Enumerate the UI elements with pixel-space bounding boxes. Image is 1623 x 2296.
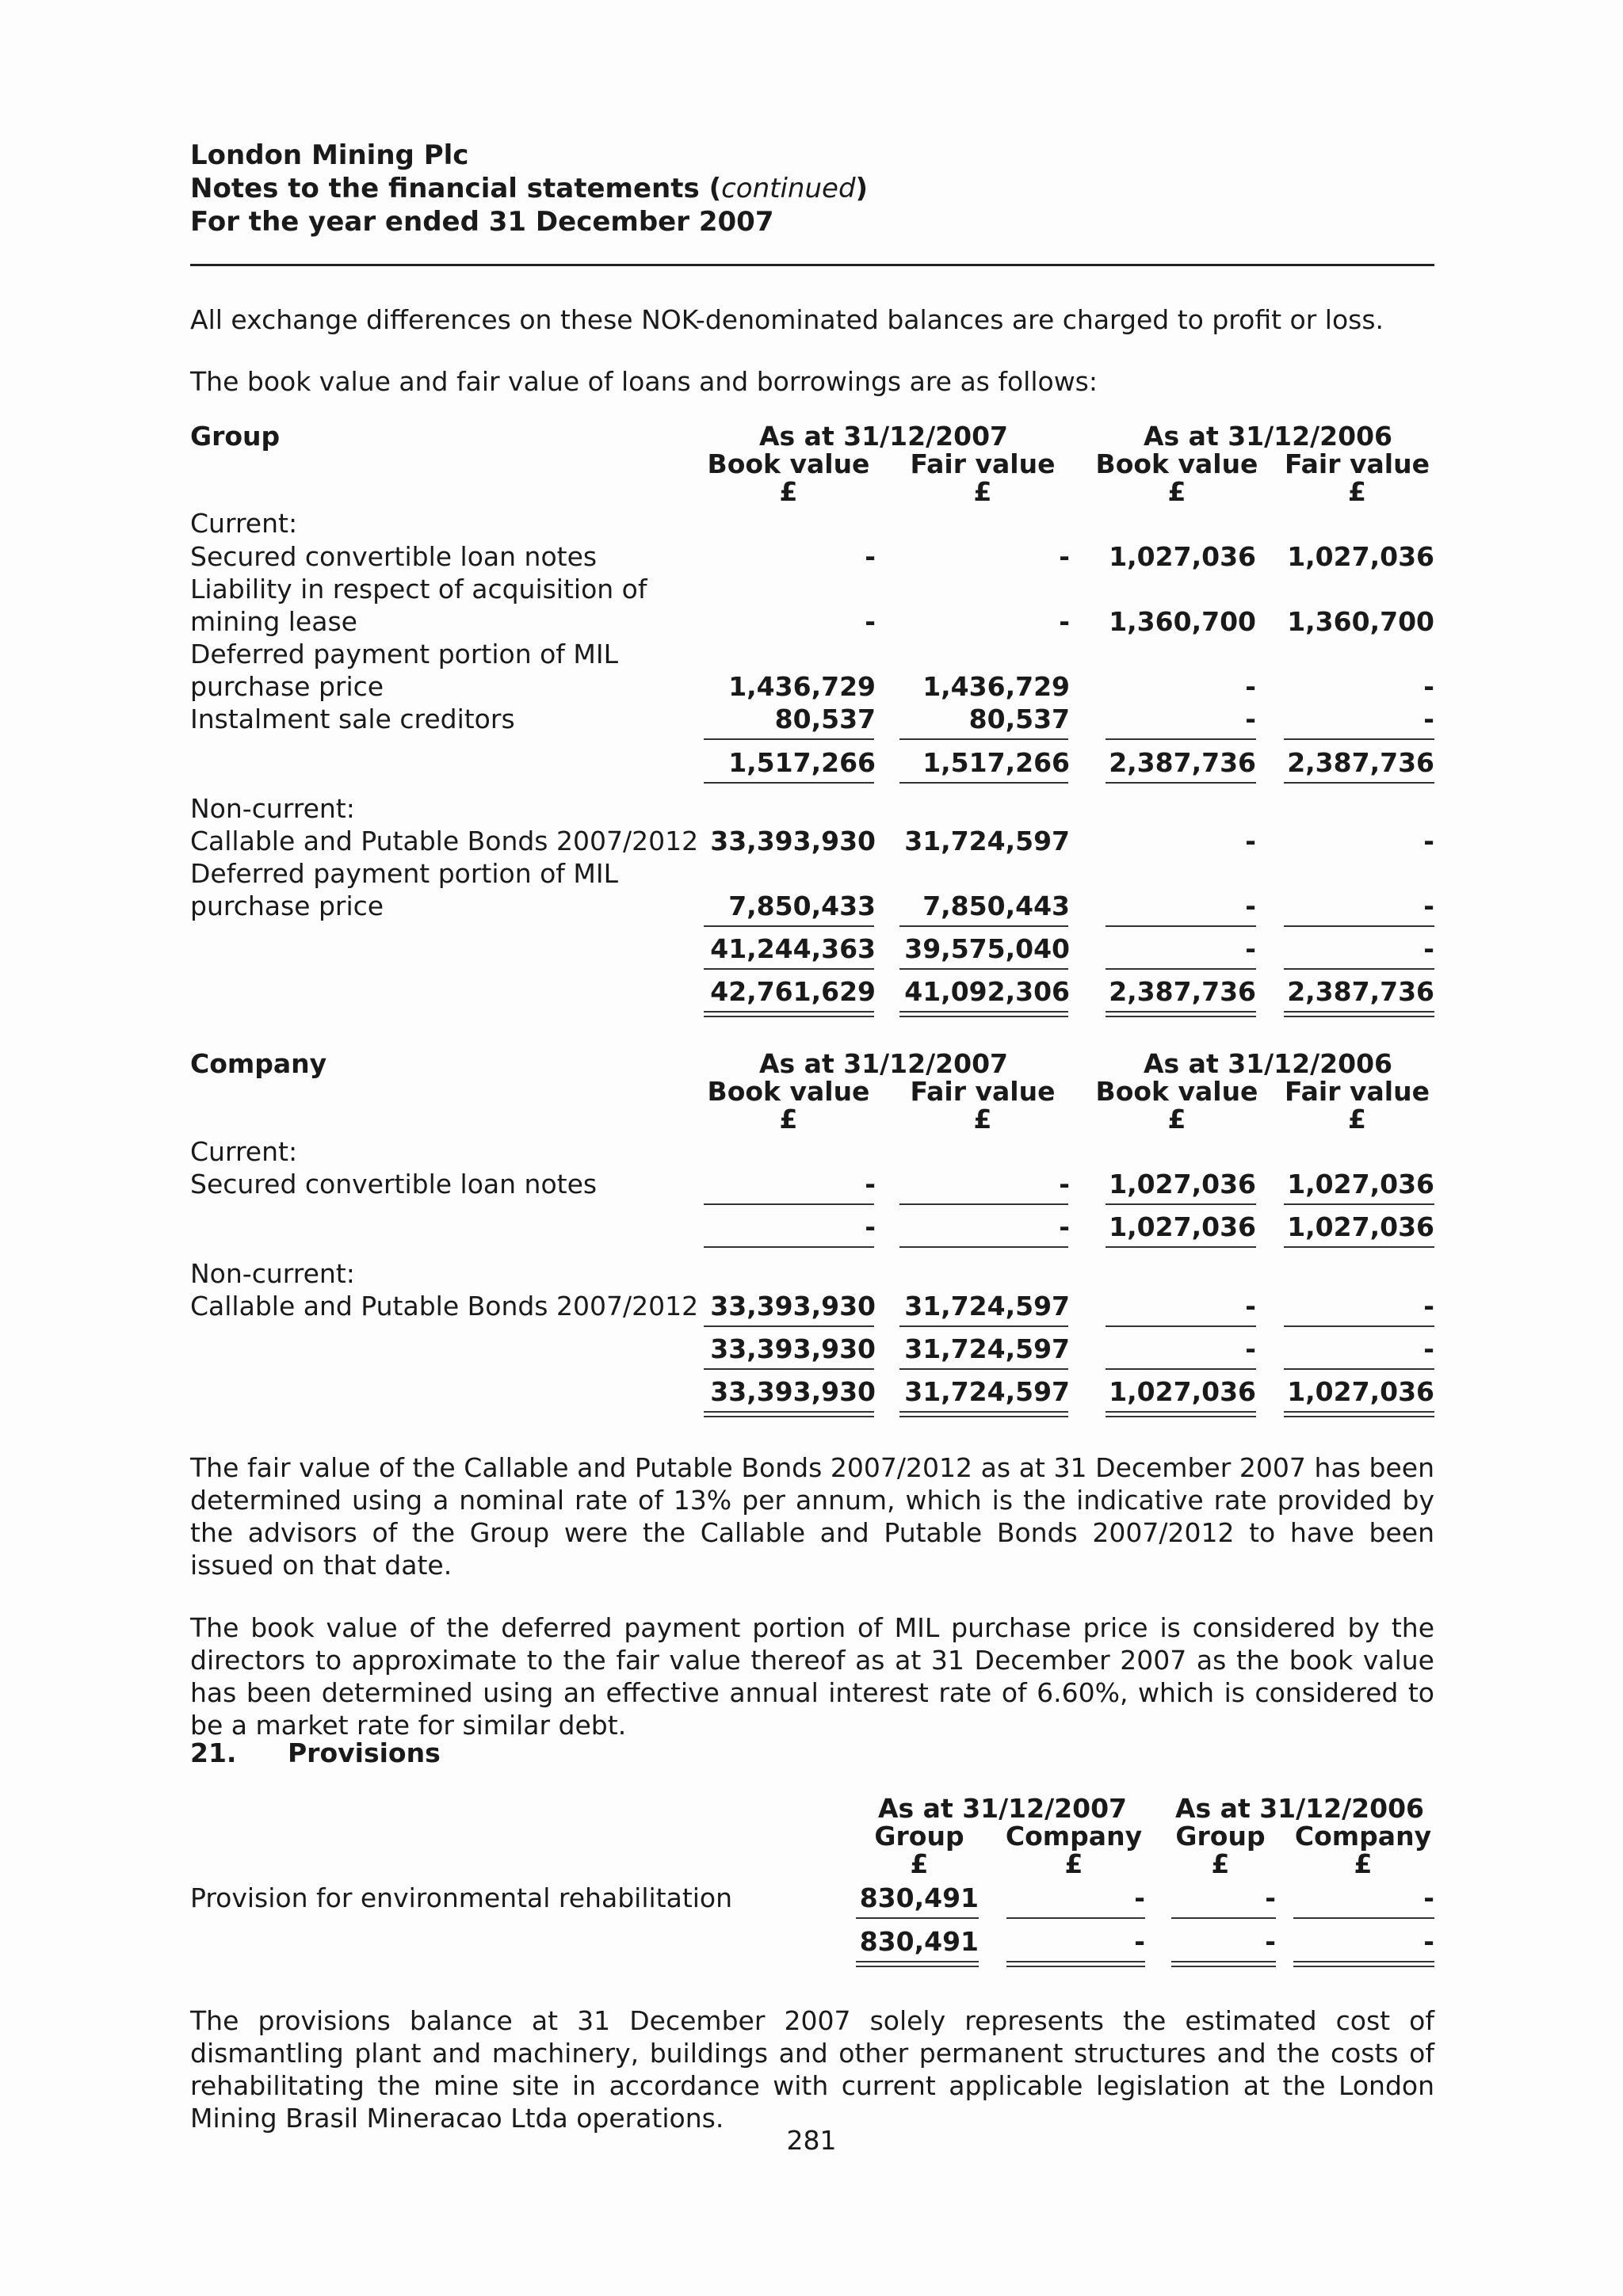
- fair-value-paragraph: The fair value of the Callable and Putable Bonds 2007/2012 as at 31 December 2007 has been determined using a nominal rate of 13% per annum, which is the indicative rate provided by the advisors of the Group were the Callable and Putable Bonds 2007/2012 to have been issued on that date.: [190, 1452, 1434, 1581]
- rule: [704, 925, 874, 927]
- group-value: -: [1059, 541, 1070, 572]
- rule: [1006, 1961, 1145, 1962]
- company-grand-total: 31,724,597: [904, 1376, 1070, 1407]
- rule: [1284, 738, 1434, 740]
- group-value: -: [1423, 826, 1434, 856]
- company-period-2007: As at 31/12/2007: [759, 1048, 1008, 1079]
- group-grand-total: 2,387,736: [1109, 976, 1256, 1007]
- prov-total: -: [1265, 1926, 1276, 1957]
- company-noncurrent-total: 31,724,597: [904, 1333, 1070, 1364]
- group-row-label-cont: purchase price: [190, 671, 384, 702]
- prov-currency-3: £: [1211, 1848, 1230, 1879]
- rule: [899, 1368, 1068, 1370]
- rule: [856, 1961, 979, 1962]
- notes-continued: continued: [721, 173, 856, 204]
- company-noncurrent-label: Non-current:: [190, 1258, 355, 1289]
- group-currency-2: £: [973, 476, 992, 507]
- rule: [899, 738, 1068, 740]
- rule: [1106, 1246, 1256, 1248]
- group-value: -: [1245, 704, 1256, 734]
- group-value: 1,436,729: [922, 671, 1070, 702]
- company-period-2006: As at 31/12/2006: [1144, 1048, 1392, 1079]
- group-current-total: 2,387,736: [1287, 747, 1434, 778]
- company-col-fair-2007: Fair value: [910, 1076, 1056, 1107]
- group-value: -: [1059, 606, 1070, 637]
- rule: [1284, 1011, 1434, 1013]
- section-title: Provisions: [288, 1737, 441, 1768]
- company-currency-2: £: [973, 1104, 992, 1135]
- prov-col-group-2006: Group: [1175, 1821, 1266, 1852]
- group-value: -: [1245, 891, 1256, 921]
- rule: [1106, 1411, 1256, 1413]
- company-grand-total: 1,027,036: [1109, 1376, 1256, 1407]
- company-noncurrent-total: 33,393,930: [710, 1333, 876, 1364]
- rule: [1106, 925, 1256, 927]
- group-value: -: [1245, 826, 1256, 856]
- company-value: 31,724,597: [904, 1291, 1070, 1322]
- group-value: 1,360,700: [1287, 606, 1434, 637]
- rule: [1106, 1011, 1256, 1013]
- group-noncurrent-total: -: [1245, 933, 1256, 964]
- company-col-book-2007: Book value: [707, 1076, 870, 1107]
- company-current-total: 1,027,036: [1109, 1211, 1256, 1242]
- book-value-paragraph: The book value of the deferred payment portion of MIL purchase price is considered by the directors to approximate to the fair value thereof as at 31 December 2007 as the book value has been determined using an effective annual interest rate of 6.60%, which is considered to be a market rate for similar debt.: [190, 1612, 1434, 1741]
- header-divider: [190, 264, 1434, 266]
- rule: [856, 1966, 979, 1967]
- group-current-total: 1,517,266: [922, 747, 1070, 778]
- group-value: 1,360,700: [1109, 606, 1256, 637]
- rule: [704, 782, 874, 784]
- rule: [1106, 1203, 1256, 1205]
- company-current-total: -: [865, 1211, 876, 1242]
- group-value: 1,436,729: [728, 671, 876, 702]
- rule: [899, 1011, 1068, 1013]
- rule: [1171, 1917, 1276, 1919]
- company-current-total: 1,027,036: [1287, 1211, 1434, 1242]
- prov-value: 830,491: [859, 1882, 979, 1913]
- rule: [1284, 782, 1434, 784]
- page-number: 281: [786, 2125, 837, 2156]
- prov-col-company-2006: Company: [1294, 1821, 1432, 1852]
- group-value: 7,850,433: [728, 891, 876, 921]
- rule: [1293, 1966, 1434, 1967]
- rule: [704, 1203, 874, 1205]
- rule: [1106, 968, 1256, 970]
- group-current-total: 1,517,266: [728, 747, 876, 778]
- company-current-label: Current:: [190, 1136, 298, 1167]
- rule: [704, 1368, 874, 1370]
- group-value: 1,027,036: [1287, 541, 1434, 572]
- rule: [1284, 968, 1434, 970]
- company-title: Company: [190, 1048, 327, 1079]
- rule: [1284, 1325, 1434, 1327]
- group-noncurrent-total: -: [1423, 933, 1434, 964]
- rule: [899, 1203, 1068, 1205]
- prov-period-2006: As at 31/12/2006: [1175, 1793, 1424, 1824]
- rule: [704, 1411, 874, 1413]
- rule: [899, 782, 1068, 784]
- rule: [704, 1011, 874, 1013]
- rule: [899, 925, 1068, 927]
- group-currency-4: £: [1348, 476, 1366, 507]
- provisions-note: The provisions balance at 31 December 2007 solely represents the estimated cost of dismantling plant and machinery, buildings and other permanent structures and the costs of rehabilitating the mine site in accordance with current applicable legislation at the London Mining Brasil Mineracao Ltda operations.: [190, 2005, 1434, 2134]
- company-noncurrent-total: -: [1245, 1333, 1256, 1364]
- section-number: 21.: [190, 1737, 237, 1768]
- prov-total: -: [1423, 1926, 1434, 1957]
- company-value: -: [1059, 1169, 1070, 1199]
- rule: [1284, 1411, 1434, 1413]
- rule: [899, 1416, 1068, 1417]
- group-row-label: Secured convertible loan notes: [190, 541, 598, 572]
- company-value: 1,027,036: [1287, 1169, 1434, 1199]
- prov-currency-4: £: [1354, 1848, 1373, 1879]
- period-title: For the year ended 31 December 2007: [190, 206, 774, 238]
- group-row-label-cont: purchase price: [190, 891, 384, 921]
- rule: [899, 1246, 1068, 1248]
- company-col-fair-2006: Fair value: [1285, 1076, 1430, 1107]
- rule: [704, 1325, 874, 1327]
- rule: [1006, 1966, 1145, 1967]
- rule: [704, 1246, 874, 1248]
- group-value: 33,393,930: [710, 826, 876, 856]
- group-value: -: [865, 541, 876, 572]
- prov-row-label: Provision for environmental rehabilitation: [190, 1882, 733, 1913]
- prov-period-2007: As at 31/12/2007: [878, 1793, 1127, 1824]
- group-noncurrent-label: Non-current:: [190, 793, 355, 824]
- company-row-label: Callable and Putable Bonds 2007/2012: [190, 1291, 699, 1322]
- group-period-2006: As at 31/12/2006: [1144, 421, 1392, 452]
- company-value: -: [865, 1169, 876, 1199]
- intro-paragraph-2: The book value and fair value of loans and borrowings are as follows:: [190, 366, 1098, 397]
- prov-col-group-2007: Group: [874, 1821, 964, 1852]
- rule: [899, 1411, 1068, 1413]
- notes-prefix: Notes to the financial statements (: [190, 173, 722, 204]
- rule: [1006, 1917, 1145, 1919]
- rule: [899, 1016, 1068, 1017]
- rule: [704, 738, 874, 740]
- prov-total: -: [1134, 1926, 1145, 1957]
- group-period-2007: As at 31/12/2007: [759, 421, 1008, 452]
- rule: [1284, 1416, 1434, 1417]
- company-value: -: [1245, 1291, 1256, 1322]
- company-grand-total: 1,027,036: [1287, 1376, 1434, 1407]
- company-value: -: [1423, 1291, 1434, 1322]
- company-currency-3: £: [1167, 1104, 1186, 1135]
- group-currency-1: £: [779, 476, 798, 507]
- group-row-label: Deferred payment portion of MIL: [190, 858, 618, 889]
- rule: [704, 968, 874, 970]
- group-current-label: Current:: [190, 508, 298, 539]
- group-row-label: Deferred payment portion of MIL: [190, 639, 618, 669]
- company-value: 1,027,036: [1109, 1169, 1256, 1199]
- company-name: London Mining Plc: [190, 139, 469, 171]
- group-row-label: Callable and Putable Bonds 2007/2012: [190, 826, 699, 856]
- group-col-fair-2006: Fair value: [1285, 448, 1430, 479]
- rule: [1106, 782, 1256, 784]
- rule: [1106, 738, 1256, 740]
- company-col-book-2006: Book value: [1095, 1076, 1258, 1107]
- prov-total: 830,491: [859, 1926, 979, 1957]
- rule: [1284, 1368, 1434, 1370]
- group-grand-total: 42,761,629: [710, 976, 876, 1007]
- group-row-label-cont: mining lease: [190, 606, 357, 637]
- rule: [899, 1325, 1068, 1327]
- group-current-total: 2,387,736: [1109, 747, 1256, 778]
- rule: [1284, 1016, 1434, 1017]
- company-grand-total: 33,393,930: [710, 1376, 876, 1407]
- group-col-fair-2007: Fair value: [910, 448, 1056, 479]
- group-value: -: [1423, 704, 1434, 734]
- rule: [1106, 1016, 1256, 1017]
- group-value: -: [1423, 671, 1434, 702]
- group-noncurrent-total: 39,575,040: [904, 933, 1070, 964]
- company-current-total: -: [1059, 1211, 1070, 1242]
- group-value: 1,027,036: [1109, 541, 1256, 572]
- group-value: -: [865, 606, 876, 637]
- prov-currency-2: £: [1064, 1848, 1083, 1879]
- rule: [1171, 1966, 1276, 1967]
- group-grand-total: 41,092,306: [904, 976, 1070, 1007]
- rule: [856, 1917, 979, 1919]
- rule: [1106, 1416, 1256, 1417]
- company-currency-4: £: [1348, 1104, 1366, 1135]
- company-noncurrent-total: -: [1423, 1333, 1434, 1364]
- group-grand-total: 2,387,736: [1287, 976, 1434, 1007]
- group-value: 31,724,597: [904, 826, 1070, 856]
- group-col-book-2006: Book value: [1095, 448, 1258, 479]
- prov-currency-1: £: [910, 1848, 929, 1879]
- rule: [1293, 1917, 1434, 1919]
- prov-value: -: [1265, 1882, 1276, 1913]
- rule: [704, 1416, 874, 1417]
- rule: [1284, 1246, 1434, 1248]
- group-col-book-2007: Book value: [707, 448, 870, 479]
- rule: [1284, 1203, 1434, 1205]
- group-row-label: Liability in respect of acquisition of: [190, 574, 647, 605]
- group-row-label: Instalment sale creditors: [190, 704, 515, 734]
- group-value: 80,537: [774, 704, 876, 734]
- group-value: -: [1245, 671, 1256, 702]
- company-currency-1: £: [779, 1104, 798, 1135]
- prov-value: -: [1423, 1882, 1434, 1913]
- group-currency-3: £: [1167, 476, 1186, 507]
- intro-paragraph-1: All exchange differences on these NOK-denominated balances are charged to profit or loss.: [190, 304, 1384, 335]
- rule: [899, 968, 1068, 970]
- group-noncurrent-total: 41,244,363: [710, 933, 876, 964]
- rule: [1293, 1961, 1434, 1962]
- rule: [1106, 1368, 1256, 1370]
- group-value: 80,537: [968, 704, 1070, 734]
- notes-suffix: ): [855, 173, 869, 204]
- notes-title: [190, 172, 868, 205]
- group-title: Group: [190, 421, 281, 452]
- group-value: -: [1423, 891, 1434, 921]
- rule: [704, 1016, 874, 1017]
- company-value: 33,393,930: [710, 1291, 876, 1322]
- prov-value: -: [1134, 1882, 1145, 1913]
- rule: [1171, 1961, 1276, 1962]
- company-row-label: Secured convertible loan notes: [190, 1169, 598, 1199]
- group-value: 7,850,443: [922, 891, 1070, 921]
- rule: [1106, 1325, 1256, 1327]
- rule: [1284, 925, 1434, 927]
- prov-col-company-2007: Company: [1005, 1821, 1143, 1852]
